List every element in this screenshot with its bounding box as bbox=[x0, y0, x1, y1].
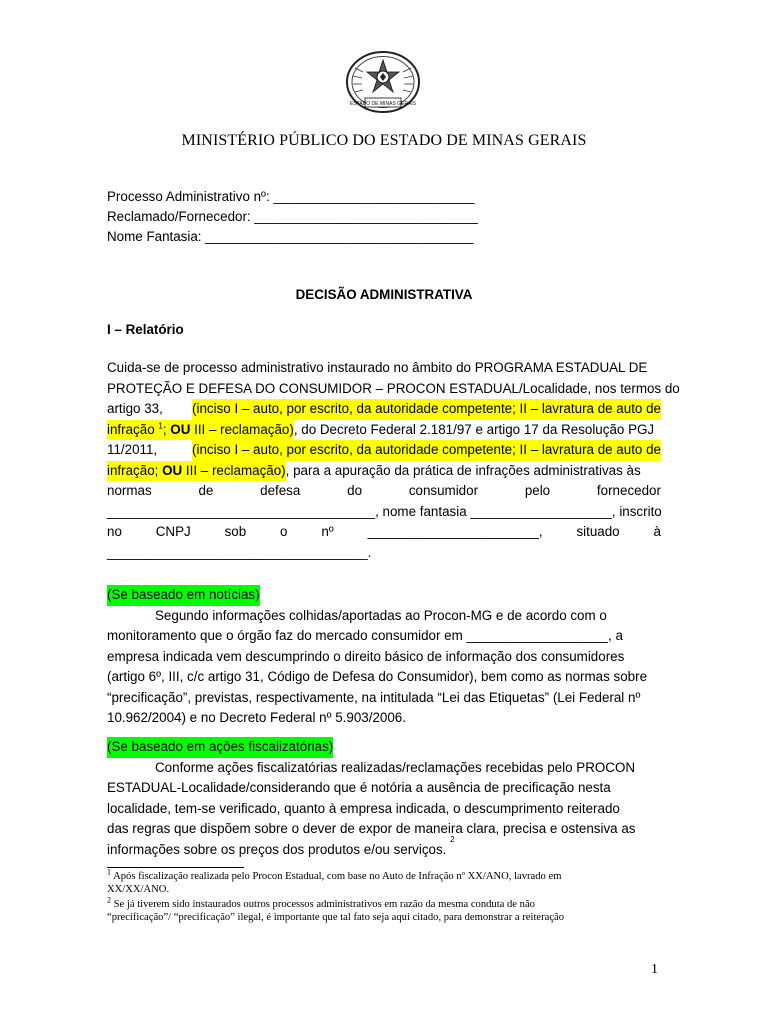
section-relatorio: I – Relatório bbox=[107, 322, 184, 337]
footnote-ref-2[interactable]: 2 bbox=[450, 834, 455, 844]
p1-line-4: infração $^1$; OU III – reclamação) , do Decreto Federal 2.181/97 e artigo 17 da Resolução PGJ bbox=[107, 420, 661, 441]
p1-line-9: no CNPJ sob o nº _______________________, situado à bbox=[107, 524, 661, 539]
footnotes: $^1$ Após fiscalização realizada pelo Procon Estadual, com base no Auto de Infração nº XX/ANO, lavrado em XX/XX/ANO. $^2$ Se já tiverem sido instaurados outros processos administrativos em razão da mesma conduta de não “precificação”/ “precificação” ilegal, é importante que tal fato seja aqui citado, para demonstrar a reiteração bbox=[107, 870, 661, 924]
footnote-ref-1[interactable]: 1 bbox=[158, 421, 163, 431]
paragraph-relatorio bbox=[107, 358, 680, 563]
paragraph-noticias: (Se baseado em notícias) Segundo informações colhidas/aportadas ao Procon-MG e de acordo com o monitoramento que o órgão faz do mercado consumidor em ___________________, a empresa indicada vem descumprindo o direito básico de informação dos consumidores (artigo 6º, III, c/c artigo 31, Código de Defesa do Consumidor), bem como as normas sobre “precificação”, previstas, respectivamente, na intitulada “Lei das Etiquetas” (Lei Federal nº 10.962/2004) e no Decreto Federal nº 5.903/2006. bbox=[107, 587, 648, 725]
p1-line-10: ___________________________________. bbox=[107, 544, 372, 560]
tag-fiscalizatorias: (Se baseado em ações fiscalizatórias) bbox=[107, 737, 333, 758]
process-fields bbox=[107, 187, 478, 247]
footnote-2: $^2$ Se já tiverem sido instaurados outros processos administrativos em razão da mesma conduta de não bbox=[107, 895, 535, 910]
paragraph-fiscalizatorias: (Se baseado em ações fiscalizatórias) Conforme ações fiscalizatórias realizadas/reclamações recebidas pelo PROCON ESTADUAL-Localidade/considerando que é notória a ausência de precificação nesta localidade, tem-se verificado, quanto à empresa indicada, o descumprimento reiterado das regras que dispõem sobre o dever de expor de maneira clara, precisa e ostensiva as informações sobre os preços dos produtos e/ou serviços. 2 bbox=[107, 737, 661, 860]
fantasia-field: Nome Fantasia: ____________________________________ bbox=[107, 229, 474, 244]
ministry-title: MINISTÉRIO PÚBLICO DO ESTADO DE MINAS GERAIS bbox=[181, 132, 587, 149]
seal-text: ESTADO DE MINAS GERAIS bbox=[349, 101, 417, 107]
p1-line-1: Cuida-se de processo administrativo instaurado no âmbito do PROGRAMA ESTADUAL DE bbox=[107, 360, 648, 375]
footnote-separator bbox=[107, 867, 244, 868]
document-title: DECISÃO ADMINISTRATIVA bbox=[295, 287, 473, 302]
reclamado-field: Reclamado/Fornecedor: ______________________________ bbox=[107, 209, 478, 224]
p1-line-3: artigo 33, (inciso I – auto, por escrito, da autoridade competente; II – lavratura de auto de bbox=[107, 399, 661, 420]
page-number: 1 bbox=[651, 962, 658, 977]
p1-line-8: ____________________________________, nome fantasia ___________________, inscrito bbox=[107, 503, 662, 519]
highlight-incisos: (inciso I – auto, por escrito, da autoridade competente; II – lavratura de auto de bbox=[192, 399, 661, 420]
p1-line-2: PROTEÇÃO E DEFESA DO CONSUMIDOR – PROCON ESTADUAL/Localidade, nos termos do bbox=[107, 380, 680, 396]
processo-field: Processo Administrativo nº: ___________________________ bbox=[107, 189, 475, 204]
coat-of-arms-seal bbox=[343, 50, 423, 118]
p1-line-6: infração; OU III – reclamação) , para a apuração da prática de infrações administrativas às bbox=[107, 461, 661, 482]
p1-line-5: 11/2011, (inciso I – auto, por escrito, da autoridade competente; II – lavratura de auto de bbox=[107, 440, 661, 461]
tag-noticias: (Se baseado em notícias) bbox=[107, 585, 260, 606]
p1-line-7: normas de defesa do consumidor pelo fornecedor bbox=[107, 483, 661, 498]
footnote-1: $^1$ Após fiscalização realizada pelo Procon Estadual, com base no Auto de Infração nº XX/ANO, lavrado em bbox=[107, 867, 562, 882]
